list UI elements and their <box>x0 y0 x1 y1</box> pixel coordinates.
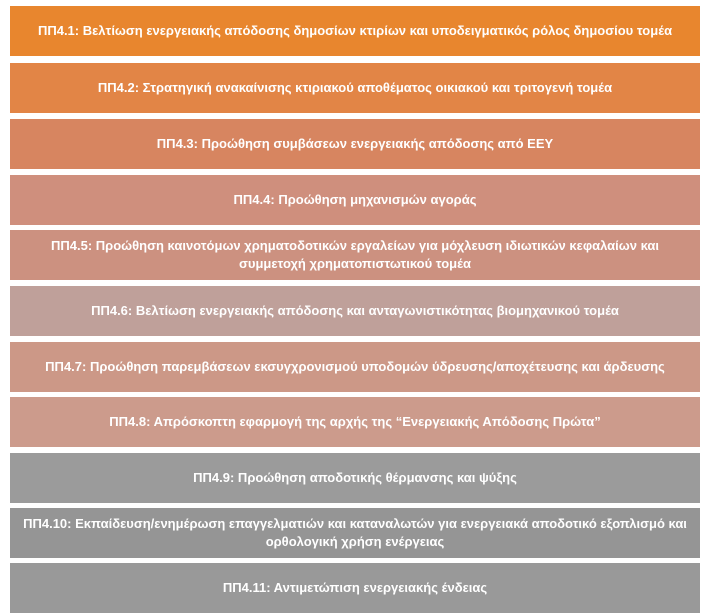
measure-pp4-2 <box>10 63 700 113</box>
measure-label: ΠΠ4.2: Στρατηγική ανακαίνισης κτιριακού αποθέματος οικιακού και τριτογενή τομέα <box>97 80 613 95</box>
measure-pp4-9 <box>10 453 700 503</box>
measure-label: ΠΠ4.9: Προώθηση αποδοτικής θέρμανσης και ψύξης <box>193 470 517 485</box>
measure-pp4-6 <box>10 286 700 336</box>
measure-label: ΠΠ4.3: Προώθηση συμβάσεων ενεργειακής απόδοσης από ΕΕΥ <box>156 136 554 151</box>
measure-pp4-8 <box>10 397 700 447</box>
measure-pp4-7 <box>10 342 700 392</box>
measure-label: ΠΠ4.7: Προώθηση παρεμβάσεων εκσυγχρονισμού υποδομών ύδρευσης/αποχέτευσης και άρδευσης <box>45 359 665 374</box>
measure-pp4-3 <box>10 119 700 169</box>
measure-pp4-4 <box>10 175 700 225</box>
measure-label: ΠΠ4.10: Εκπαίδευση/ενημέρωση επαγγελματιών και καταναλωτών για ενεργειακά αποδοτικό εξοπλισμό και ορθολογική χρήση ενέργειας <box>23 516 687 549</box>
measure-pp4-1 <box>10 6 700 56</box>
measure-label: ΠΠ4.11: Αντιμετώπιση ενεργειακής ένδειας <box>222 580 488 595</box>
measure-pp4-10 <box>10 508 700 558</box>
measure-label: ΠΠ4.4: Προώθηση μηχανισμών αγοράς <box>233 192 477 207</box>
measure-label: ΠΠ4.8: Απρόσκοπτη εφαρμογή της αρχής της “Ενεργειακής Απόδοσης Πρώτα” <box>109 414 601 429</box>
measure-pp4-11 <box>10 563 700 613</box>
measure-label: ΠΠ4.5: Προώθηση καινοτόμων χρηματοδοτικών εργαλείων για μόχλευση ιδιωτικών κεφαλαίων και συμμετοχή χρηματοπιστωτικού τομέα <box>50 238 660 271</box>
measure-label: ΠΠ4.6: Βελτίωση ενεργειακής απόδοσης και ανταγωνιστικότητας βιομηχανικού τομέα <box>91 303 619 318</box>
measure-label: ΠΠ4.1: Βελτίωση ενεργειακής απόδοσης δημοσίων κτιρίων και υποδειγματικός ρόλος δημοσίου τομέα <box>37 23 673 38</box>
measure-pp4-5 <box>10 230 700 280</box>
